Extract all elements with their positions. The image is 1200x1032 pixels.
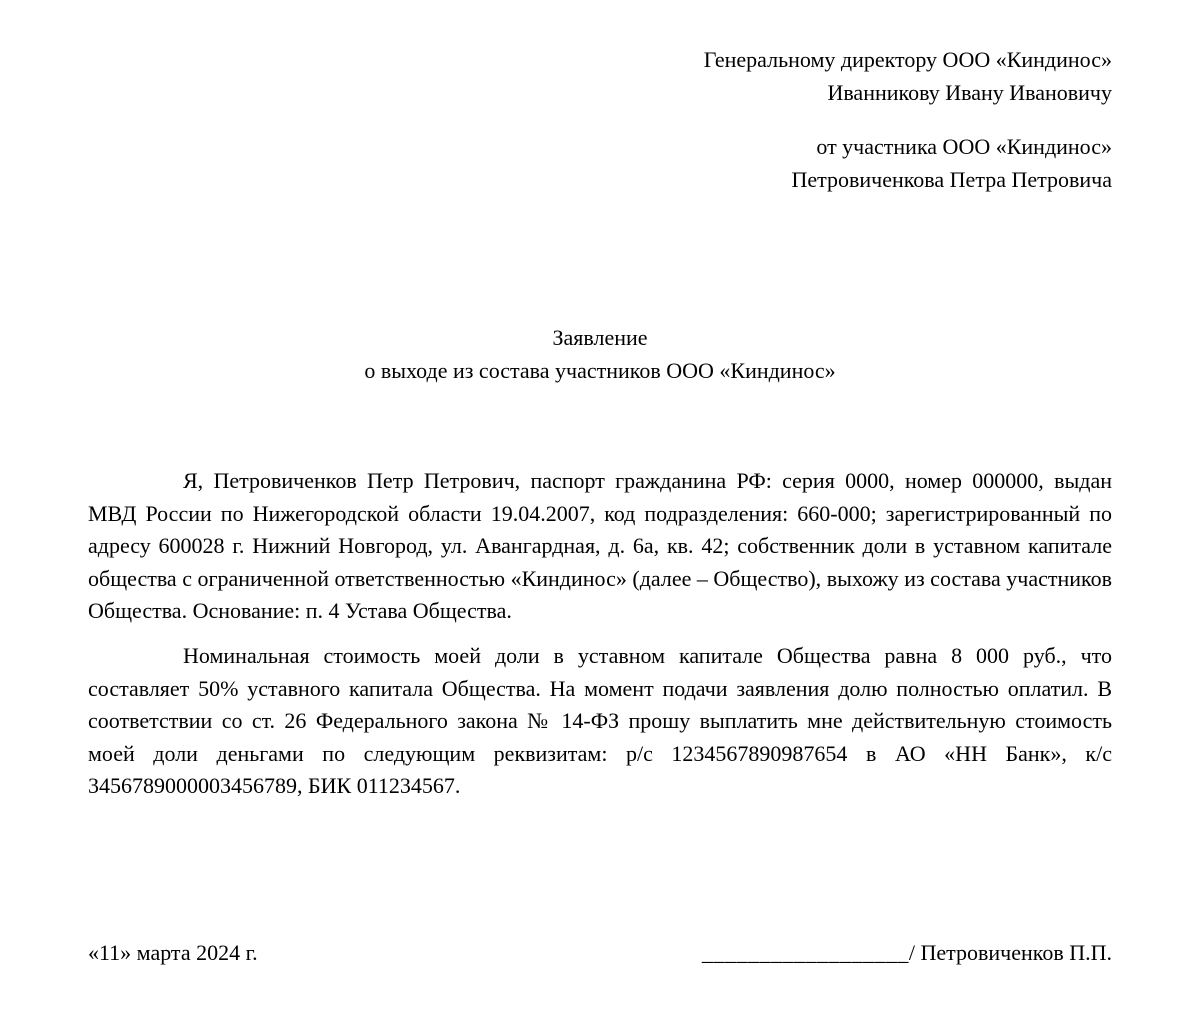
document-title bbox=[88, 322, 1112, 387]
addressee-block bbox=[88, 44, 1112, 196]
body-paragraph-payment: Номинальная стоимость моей доли в уставном капитале Общества равна 8 000 руб., что составляет 50% уставного капитала Общества. На момент подачи заявления долю полностью оплатил. В соответствии со ст. 26 Федерального закона № 14-ФЗ прошу выплатить мне действительную стоимость моей доли деньгами по следующим реквизитам: р/с 1234567890987654 в АО «НН Банк», к/с 3456789000003456789, БИК 011234567. bbox=[88, 643, 1112, 799]
signature-line: __________________ bbox=[701, 940, 909, 966]
document-body bbox=[88, 465, 1112, 802]
document-title-subject: о выходе из состава участников ООО «Киндинос» bbox=[364, 357, 836, 383]
body-paragraph-identity: Я, Петровиченков Петр Петрович, паспорт гражданина РФ: серия 0000, номер 000000, выдан МВД России по Нижегородской области 19.04.2007, код подразделения: 660-000; зарегистрированный по адресу 600028 г. Нижний Новгород, ул. Авангардная, д. 6а, кв. 42; собственник доли в уставном капитале общества с ограниченной ответственностью «Киндинос» (далее – Общество), выхожу из состава участников Общества. Основание: п. 4 Устава Общества. bbox=[88, 468, 1112, 624]
sender-name: Петровиченкова Петра Петровича bbox=[791, 166, 1112, 192]
sender-block bbox=[88, 131, 1112, 196]
addressee-name: Иванникову Ивану Ивановичу bbox=[827, 79, 1112, 105]
signature-block bbox=[702, 937, 1112, 970]
document-footer bbox=[88, 937, 1112, 970]
date-text: «11» марта 2024 г. bbox=[88, 940, 258, 966]
document-title-word: Заявление bbox=[552, 325, 648, 351]
addressee-title: Генеральному директору ООО «Киндинос» bbox=[703, 47, 1112, 72]
signature-name: / Петровиченков П.П. bbox=[908, 940, 1112, 966]
sender-title: от участника ООО «Киндинос» bbox=[816, 134, 1112, 160]
